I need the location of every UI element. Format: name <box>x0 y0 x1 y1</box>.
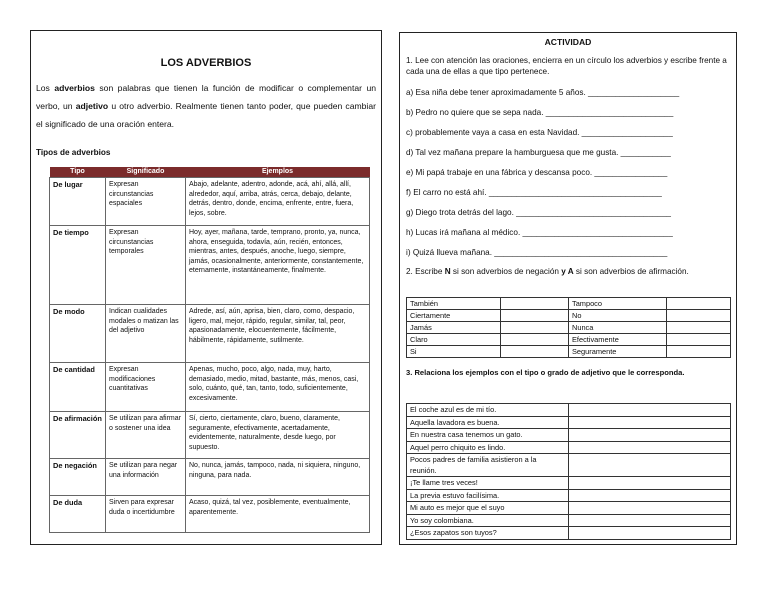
adverb-cell: Jamás <box>407 322 501 334</box>
instruction-3: 3. Relaciona los ejemplos con el tipo o grado de adjetivo que le corresponda. <box>406 368 685 377</box>
table-row <box>50 363 370 412</box>
ejemplos-cell: Hoy, ayer, mañana, tarde, temprano, pronto, ya, nunca, ahora, enseguida, todavía, aún, recién, entonces, mientras, antes, después, anoche, luego, siempre, jamás, ocasionalmente, anteriormente, constantemente, eternamente, instantáneamente, finalmente. <box>186 226 370 305</box>
table-row <box>407 298 731 310</box>
table-row <box>407 489 731 502</box>
significado-cell: Expresan modificaciones cuantitativas <box>106 363 186 412</box>
example-cell: El coche azul es de mi tío. <box>407 404 569 417</box>
adverbios-explanation-panel <box>30 30 382 545</box>
answer-cell[interactable] <box>501 298 569 310</box>
example-cell: En nuestra casa tenemos un gato. <box>407 429 569 442</box>
intro-text: son palabras que tienen la función de modificar o complementar un verbo, un <box>36 83 376 111</box>
intro-paragraph <box>36 79 376 133</box>
adverb-cell: Si <box>407 346 501 358</box>
adverb-cell: Ciertamente <box>407 310 501 322</box>
example-cell: La previa estuvo facilísima. <box>407 489 569 502</box>
instruction-letter-a: y A <box>561 267 574 276</box>
answer-cell[interactable] <box>501 310 569 322</box>
table-row <box>50 496 370 533</box>
table-row <box>50 459 370 496</box>
table-row <box>407 441 731 454</box>
ejemplos-cell: Abajo, adelante, adentro, adonde, acá, ahí, allá, allí, alrededor, aquí, arriba, atrás, cerca, debajo, delante, detrás, dentro, donde, encima, enfrente, entre, fuera, lejos, sobre. <box>186 178 370 226</box>
table-row <box>407 310 731 322</box>
answer-cell[interactable] <box>667 346 731 358</box>
adverb-cell: Seguramente <box>569 346 667 358</box>
ejemplos-cell: Adrede, así, aún, aprisa, bien, claro, como, despacio, ligero, mal, mejor, rápido, regular, similar, tal, peor, apasionadamente, elocuentemente, fácilmente, hábilmente, rápidamente, sutilmente. <box>186 305 370 363</box>
sentence-g[interactable]: g) Diego trota detrás del lago. __________________________________ <box>406 208 671 217</box>
table-row <box>50 305 370 363</box>
tipo-cell: De duda <box>50 496 106 533</box>
answer-cell[interactable] <box>667 310 731 322</box>
answer-cell[interactable] <box>569 502 731 515</box>
sentence-f[interactable]: f) El carro no está ahí. ______________________________________ <box>406 188 662 197</box>
table-row <box>50 178 370 226</box>
table-row <box>407 416 731 429</box>
ejemplos-cell: Sí, cierto, ciertamente, claro, bueno, claramente, seguramente, efectivamente, acertadamente, evidentemente, naturalmente, desde luego, por supuesto. <box>186 412 370 459</box>
answer-cell[interactable] <box>569 489 731 502</box>
sentence-c[interactable]: c) probablemente vaya a casa en esta Navidad. ____________________ <box>406 128 673 137</box>
table-row <box>407 404 731 417</box>
instruction-letter-n: N <box>444 267 451 276</box>
instruction-text: 2. Escribe <box>406 267 445 276</box>
adverb-cell: Tampoco <box>569 298 667 310</box>
table-row <box>407 502 731 515</box>
sentence-h[interactable]: h) Lucas irá mañana al médico. _________________________________ <box>406 228 673 237</box>
answer-cell[interactable] <box>569 429 731 442</box>
table-row <box>50 412 370 459</box>
tipo-cell: De lugar <box>50 178 106 226</box>
adverb-cell: Claro <box>407 334 501 346</box>
tipo-cell: De tiempo <box>50 226 106 305</box>
answer-cell[interactable] <box>501 334 569 346</box>
example-cell: ¿Esos zapatos son tuyos? <box>407 527 569 540</box>
table-row <box>50 226 370 305</box>
answer-cell[interactable] <box>569 477 731 490</box>
instruction-1: 1. Lee con atención las oraciones, encierra en un círculo los adverbios y escribe frente a cada una de ellas a que tipo pertenece. <box>406 56 727 76</box>
significado-cell: Se utilizan para afirmar o sostener una idea <box>106 412 186 459</box>
answer-cell[interactable] <box>501 346 569 358</box>
column-header-ejemplos: Ejemplos <box>186 167 370 178</box>
answer-cell[interactable] <box>569 441 731 454</box>
table-row <box>407 346 731 358</box>
sentence-e[interactable]: e) Mi papá trabaje en una fábrica y descansa poco. ________________ <box>406 168 668 177</box>
intro-text: u otro adverbio. Realmente tienen tanto poder, que pueden cambiar el significado de una oración entera. <box>36 101 376 129</box>
activity-title: ACTIVIDAD <box>544 37 592 47</box>
tipo-cell: De cantidad <box>50 363 106 412</box>
tipo-cell: De modo <box>50 305 106 363</box>
tipo-cell: De afirmación <box>50 412 106 459</box>
sentence-i[interactable]: i) Quizá llueva mañana. ______________________________________ <box>406 248 668 257</box>
table-row <box>407 322 731 334</box>
ejemplos-cell: Apenas, mucho, poco, algo, nada, muy, harto, demasiado, medio, mitad, bastante, más, menos, casi, solo, cuánto, qué, tan, tanto, todo, suficientemente, excesivamente. <box>186 363 370 412</box>
adverb-cell: Nunca <box>569 322 667 334</box>
significado-cell: Expresan circunstancias temporales <box>106 226 186 305</box>
tipo-cell: De negación <box>50 459 106 496</box>
adverb-cell: No <box>569 310 667 322</box>
example-cell: Aquel perro chiquito es lindo. <box>407 441 569 454</box>
column-header-significado: Significado <box>106 167 186 178</box>
intro-text: Los <box>36 83 55 93</box>
significado-cell: Expresan circunstancias espaciales <box>106 178 186 226</box>
actividad-panel <box>399 32 737 545</box>
ejemplos-cell: Acaso, quizá, tal vez, posiblemente, eventualmente, aparentemente. <box>186 496 370 533</box>
intro-keyword-adjetivo: adjetivo <box>75 101 109 111</box>
significado-cell: Indican cualidades modales o matizan las del adjetivo <box>106 305 186 363</box>
adverb-types-table <box>49 167 370 533</box>
table-row <box>407 527 731 540</box>
answer-cell[interactable] <box>667 322 731 334</box>
instruction-text: si son adverbios de afirmación. <box>573 267 689 276</box>
example-cell: Pocos padres de familia asistieron a la reunión. <box>407 454 569 477</box>
column-header-tipo: Tipo <box>50 167 106 178</box>
example-cell: Mi auto es mejor que el suyo <box>407 502 569 515</box>
answer-cell[interactable] <box>667 298 731 310</box>
answer-cell[interactable] <box>569 527 731 540</box>
ejemplos-cell: No, nunca, jamás, tampoco, nada, ni siquiera, ninguno, ninguna, para nada. <box>186 459 370 496</box>
adverb-cell: También <box>407 298 501 310</box>
answer-cell[interactable] <box>667 334 731 346</box>
answer-cell[interactable] <box>569 454 731 477</box>
table-row <box>407 454 731 477</box>
answer-cell[interactable] <box>569 416 731 429</box>
answer-cell[interactable] <box>501 322 569 334</box>
instruction-text: si son adverbios de negación <box>450 267 562 276</box>
example-cell: Aquella lavadora es buena. <box>407 416 569 429</box>
table-row <box>407 514 731 527</box>
significado-cell: Se utilizan para negar una información <box>106 459 186 496</box>
answer-cell[interactable] <box>569 404 731 417</box>
table-row <box>407 477 731 490</box>
types-heading: Tipos de adverbios <box>36 148 111 157</box>
sentence-a[interactable]: a) Esa niña debe tener aproximadamente 5 años. ____________________ <box>406 88 680 97</box>
relate-examples-table <box>406 403 731 540</box>
negation-affirmation-table <box>406 297 731 358</box>
example-cell: Yo soy colombiana. <box>407 514 569 527</box>
table-row <box>407 334 731 346</box>
table-row <box>407 429 731 442</box>
sentence-d[interactable]: d) Tal vez mañana prepare la hamburguesa que me gusta. ___________ <box>406 148 671 157</box>
significado-cell: Sirven para expresar duda o incertidumbre <box>106 496 186 533</box>
adverb-cell: Efectivamente <box>569 334 667 346</box>
answer-cell[interactable] <box>569 514 731 527</box>
intro-keyword-adverbios: adverbios <box>54 83 95 93</box>
instruction-2 <box>406 266 732 277</box>
sentence-b[interactable]: b) Pedro no quiere que se sepa nada. ____________________________ <box>406 108 674 117</box>
example-cell: ¡Te llame tres veces! <box>407 477 569 490</box>
page-title: LOS ADVERBIOS <box>160 57 252 69</box>
